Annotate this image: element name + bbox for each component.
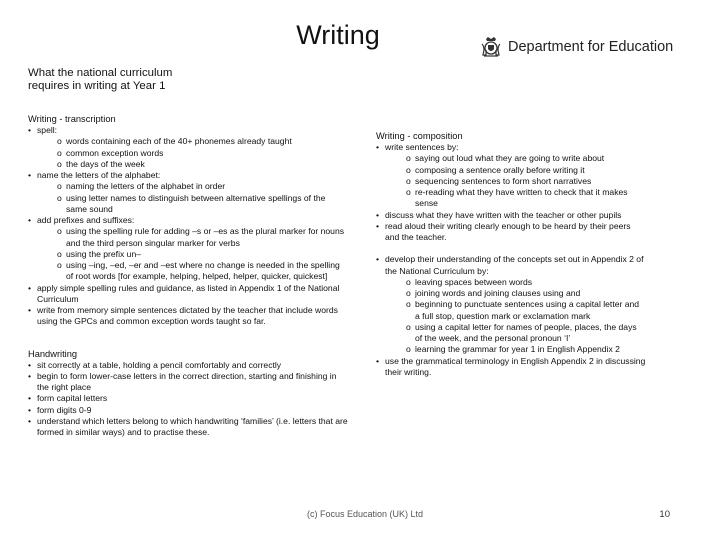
transcription-list <box>28 125 348 328</box>
sub-bullet-item: o the days of the week <box>28 159 348 170</box>
sub-bullet-item: o sequencing sentences to form short narratives <box>376 176 646 187</box>
bullet-item: • spell: <box>28 125 348 136</box>
sub-bullet-item: o re-reading what they have written to check that it makes sense <box>376 187 646 210</box>
bullet-item: • understand which letters belong to which handwriting ‘families’ (i.e. letters that are formed in similar ways) and to practise these. <box>28 416 348 439</box>
sub-bullet-item: o common exception words <box>28 148 348 159</box>
heading-line: requires in writing at Year 1 <box>28 80 166 92</box>
handwriting-list <box>28 360 348 439</box>
dfe-logo-text: Department for Education <box>508 39 674 55</box>
sub-bullet-item: o using the spelling rule for adding –s or –es as the plural marker for nouns and the third person singular marker for verbs <box>28 226 348 249</box>
bullet-item: • sit correctly at a table, holding a pencil comfortably and correctly <box>28 360 348 371</box>
sub-bullet-item: o words containing each of the 40+ phonemes already taught <box>28 136 348 147</box>
bullet-item: • use the grammatical terminology in English Appendix 2 in discussing their writing. <box>376 356 646 379</box>
bullet-item: • write from memory simple sentences dictated by the teacher that include words using the GPCs and common exception words taught so far. <box>28 305 348 328</box>
bullet-item: • form capital letters <box>28 393 348 404</box>
concepts-list <box>376 254 646 378</box>
bullet-item: • develop their understanding of the concepts set out in Appendix 2 of the National Curriculum by: <box>376 254 646 277</box>
bullet-item: • add prefixes and suffixes: <box>28 215 348 226</box>
composition-list <box>376 142 646 243</box>
bullet-item: • begin to form lower-case letters in the correct direction, starting and finishing in the right place <box>28 371 348 394</box>
sub-bullet-item: o learning the grammar for year 1 in English Appendix 2 <box>376 344 646 355</box>
handwriting-heading: Handwriting <box>28 348 78 359</box>
sub-bullet-item: o leaving spaces between words <box>376 277 646 288</box>
bullet-item: • name the letters of the alphabet: <box>28 170 348 181</box>
footer-copyright: (c) Focus Education (UK) Ltd <box>306 509 424 519</box>
transcription-heading: Writing - transcription <box>28 114 116 124</box>
page-number: 10 <box>659 509 670 520</box>
sub-bullet-item: o using letter names to distinguish between alternative spellings of the same sound <box>28 193 348 216</box>
page-heading <box>28 67 288 93</box>
right-column <box>376 130 646 378</box>
bullet-item: • form digits 0-9 <box>28 405 348 416</box>
heading-line: What the national curriculum <box>28 67 173 79</box>
bullet-item: • write sentences by: <box>376 142 646 153</box>
bullet-item: • apply simple spelling rules and guidance, as listed in Appendix 1 of the National Curriculum <box>28 283 348 306</box>
slide-title: Writing <box>296 20 380 50</box>
bullet-item: • discuss what they have written with the teacher or other pupils <box>376 210 646 221</box>
left-column <box>28 113 348 438</box>
sub-bullet-item: o beginning to punctuate sentences using a capital letter and a full stop, question mark or exclamation mark <box>376 299 646 322</box>
sub-bullet-item: o joining words and joining clauses using and <box>376 288 646 299</box>
sub-bullet-item: o using the prefix un– <box>28 249 348 260</box>
dfe-logo <box>480 36 673 58</box>
sub-bullet-item: o saying out loud what they are going to write about <box>376 153 646 164</box>
royal-crest-icon <box>480 36 502 58</box>
sub-bullet-item: o using –ing, –ed, –er and –est where no change is needed in the spelling of root words [for example, helping, helped, helper, quicker, quickest] <box>28 260 348 283</box>
sub-bullet-item: o naming the letters of the alphabet in order <box>28 181 348 192</box>
sub-bullet-item: o using a capital letter for names of people, places, the days of the week, and the personal pronoun ‘I’ <box>376 322 646 345</box>
composition-heading: Writing - composition <box>376 131 463 141</box>
bullet-item: • read aloud their writing clearly enough to be heard by their peers and the teacher. <box>376 221 646 244</box>
sub-bullet-item: o composing a sentence orally before writing it <box>376 165 646 176</box>
